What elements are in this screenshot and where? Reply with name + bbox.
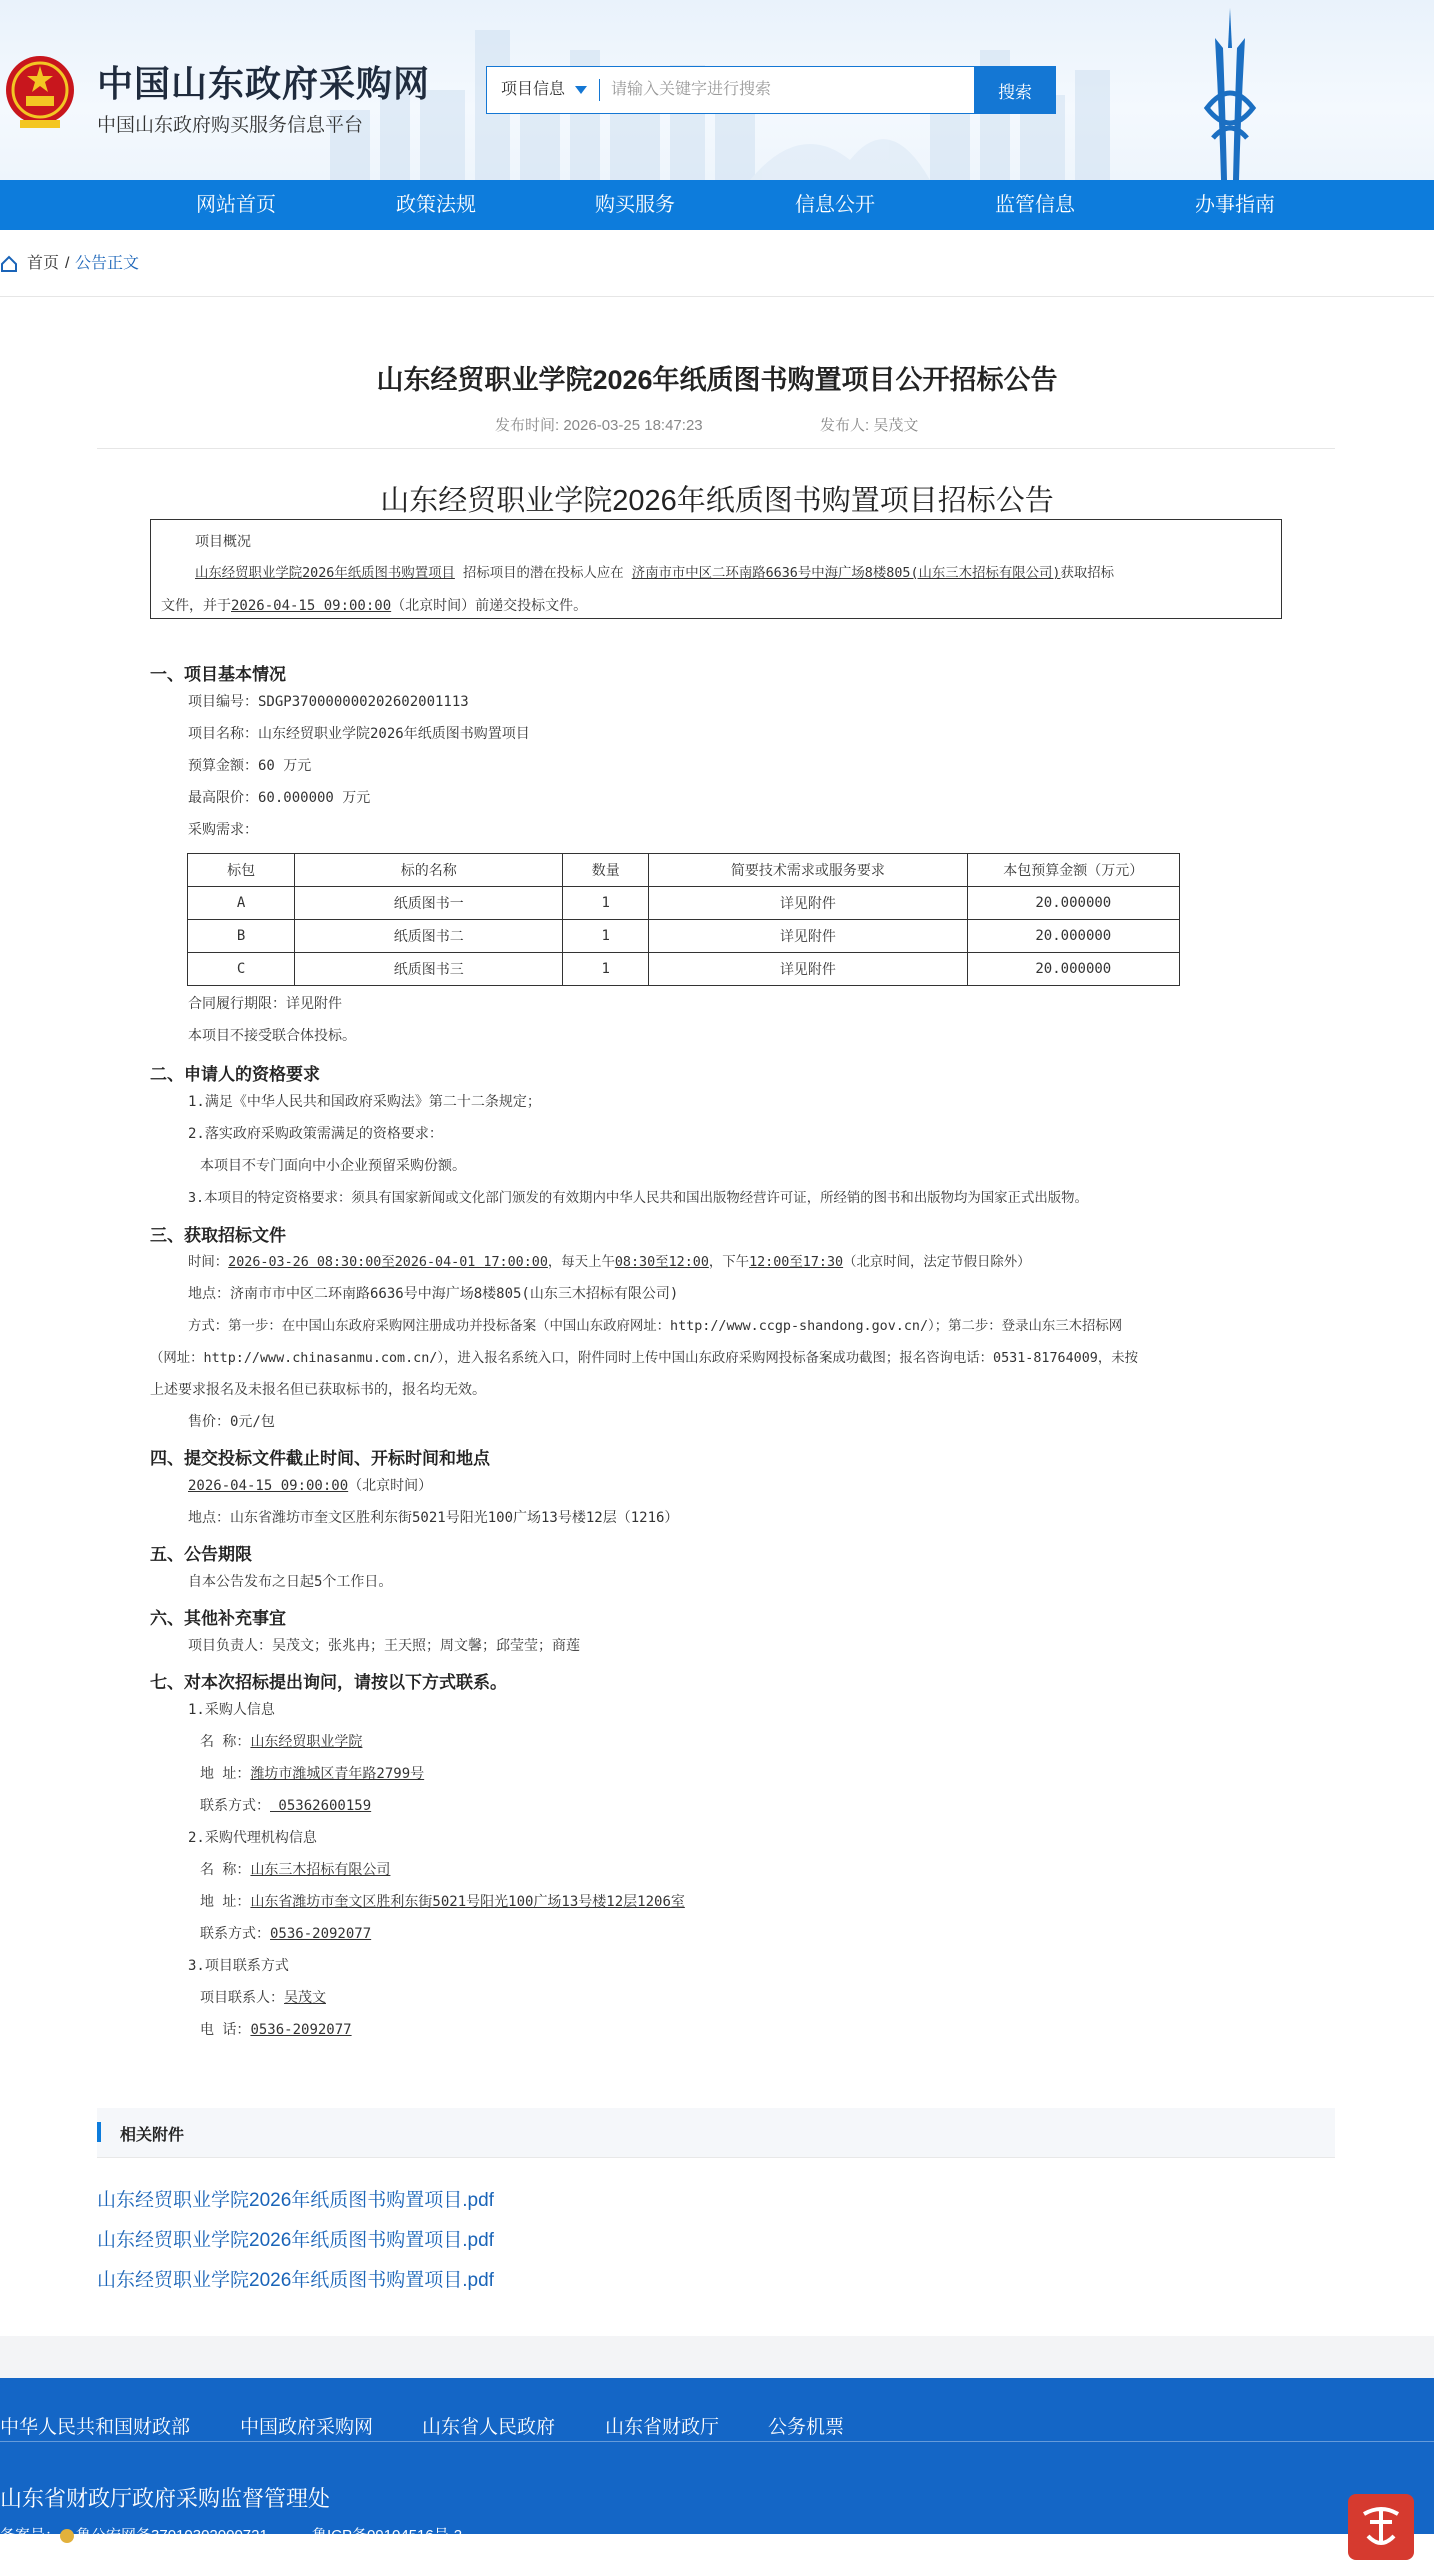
breadcrumb-home[interactable]: 首页 bbox=[27, 255, 60, 272]
table-row bbox=[188, 920, 1180, 953]
site-subtitle: 中国山东政府购买服务信息平台 bbox=[97, 115, 364, 136]
overview-deadline: 2026-04-15 09:00:00 bbox=[231, 598, 392, 614]
purchaser-name bbox=[200, 1731, 362, 1751]
label: 地 址： bbox=[200, 1766, 251, 1782]
police-badge-icon bbox=[60, 2529, 74, 2543]
label: 联系方式： bbox=[200, 1798, 270, 1814]
table-cell: 1 bbox=[563, 953, 649, 986]
nav-policy[interactable]: 政策法规 bbox=[396, 194, 476, 216]
footer-link-air-tickets[interactable]: 公务机票 bbox=[768, 2417, 845, 2438]
main-nav bbox=[0, 180, 1434, 230]
bid-place: 地点：山东省潍坊市奎文区胜利东街5021号阳光100广场13号楼12层（1216） bbox=[188, 1510, 679, 1526]
attachment-link[interactable]: 山东经贸职业学院2026年纸质图书购置项目.pdf bbox=[97, 2270, 494, 2291]
overview-line-2 bbox=[161, 590, 1271, 622]
value: 山东经贸职业学院 bbox=[250, 1734, 363, 1750]
table-cell: 20.000000 bbox=[967, 887, 1179, 920]
section-heading: 七、对本次招标提出询问，请按以下方式联系。 bbox=[150, 1673, 507, 1692]
column-header: 简要技术需求或服务要求 bbox=[649, 854, 968, 887]
text: （北京时间） bbox=[348, 1478, 433, 1494]
purchaser-address bbox=[200, 1763, 424, 1783]
contact-subtitle: 3.项目联系方式 bbox=[188, 1958, 289, 1974]
overview-heading: 项目概况 bbox=[195, 534, 251, 550]
nav-disclosure[interactable]: 信息公开 bbox=[795, 194, 875, 216]
label: 名 称： bbox=[200, 1862, 251, 1878]
label: 联系方式： bbox=[200, 1926, 270, 1942]
table-cell: 20.000000 bbox=[967, 953, 1179, 986]
section-heading: 一、项目基本情况 bbox=[150, 665, 286, 684]
publish-time-value: 2026-03-25 18:47:23 bbox=[563, 417, 703, 434]
table-cell: C bbox=[188, 953, 295, 986]
table-header-row bbox=[188, 854, 1180, 887]
acquire-time bbox=[188, 1251, 1031, 1270]
table-cell: 详见附件 bbox=[649, 887, 968, 920]
accent-bar bbox=[97, 2122, 101, 2142]
overview-text: 招标项目的潜在投标人应在 bbox=[454, 566, 632, 581]
search-button[interactable]: 搜索 bbox=[974, 66, 1056, 114]
search-category-label: 项目信息 bbox=[501, 81, 566, 98]
publisher-label: 发布人: bbox=[820, 417, 870, 434]
acquire-time-am: 08:30至12:00 bbox=[614, 1255, 709, 1270]
max-price: 最高限价：60.000000 万元 bbox=[188, 790, 371, 806]
site-title[interactable]: 中国山东政府采购网 bbox=[97, 63, 431, 104]
agency-contact bbox=[200, 1923, 371, 1943]
document-price: 售价：0元/包 bbox=[188, 1414, 275, 1430]
overview-text: （北京时间）前递交投标文件。 bbox=[391, 598, 588, 614]
home-icon[interactable] bbox=[0, 255, 18, 273]
value: 0536-2092077 bbox=[250, 2022, 352, 2038]
icp-record[interactable]: 鲁ICP备09104516号-2 bbox=[312, 2527, 463, 2544]
table-cell: 详见附件 bbox=[649, 920, 968, 953]
acquire-time-range: 2026-03-26 08:30:00至2026-04-01 17:00:00 bbox=[228, 1255, 548, 1270]
divider bbox=[97, 448, 1335, 449]
section-heading: 三、获取招标文件 bbox=[150, 1226, 286, 1245]
document-title: 山东经贸职业学院2026年纸质图书购置项目招标公告 bbox=[380, 485, 1054, 517]
requirement-label: 采购需求： bbox=[188, 822, 258, 838]
text: 时间： bbox=[188, 1255, 229, 1270]
table-cell: A bbox=[188, 887, 295, 920]
footer-link-shandong-finance[interactable]: 山东省财政厅 bbox=[605, 2417, 720, 2438]
page-title: 山东经贸职业学院2026年纸质图书购置项目公开招标公告 bbox=[376, 365, 1058, 395]
contact-subtitle: 1.采购人信息 bbox=[188, 1702, 275, 1718]
value: 05362600159 bbox=[270, 1798, 372, 1814]
publisher-value: 吴茂文 bbox=[873, 417, 919, 434]
section-heading: 六、其他补充事宜 bbox=[150, 1609, 286, 1628]
value: 山东省潍坊市奎文区胜利东街5021号阳光100广场13号楼12层1206室 bbox=[250, 1894, 685, 1910]
footer-organization: 山东省财政厅政府采购监督管理处 bbox=[0, 2486, 331, 2511]
police-record-prefix: 备案号： bbox=[0, 2527, 61, 2544]
divider bbox=[0, 296, 1434, 297]
table-cell: 纸质图书三 bbox=[295, 953, 563, 986]
agency-name bbox=[200, 1859, 390, 1879]
national-emblem-icon bbox=[2, 52, 78, 132]
publish-time-label: 发布时间: bbox=[495, 417, 560, 434]
column-header: 标包 bbox=[188, 854, 295, 887]
qualification-item: 3.本项目的特定资格要求：须具有国家新闻或文化部门颁发的有效期内中华人民共和国出版物经营许可证，所经销的图书和出版物均为国家正式出版物。 bbox=[188, 1191, 1088, 1206]
project-leaders: 项目负责人：吴茂文；张兆冉；王天照；周文馨；邱莹莹；商莲 bbox=[188, 1638, 580, 1654]
purchaser-contact bbox=[200, 1795, 371, 1815]
acquire-time-pm: 12:00至17:30 bbox=[749, 1255, 844, 1270]
overview-text: 文件，并于 bbox=[161, 598, 231, 614]
publish-time bbox=[495, 414, 703, 435]
budget-amount: 预算金额：60 万元 bbox=[188, 758, 312, 774]
nav-services[interactable]: 购买服务 bbox=[595, 194, 675, 216]
project-contact-phone bbox=[200, 2019, 352, 2039]
label: 名 称： bbox=[200, 1734, 251, 1750]
agency-address bbox=[200, 1891, 685, 1911]
no-consortium: 本项目不接受联合体投标。 bbox=[188, 1028, 356, 1044]
project-name: 项目名称：山东经贸职业学院2026年纸质图书购置项目 bbox=[188, 726, 530, 742]
qualification-item: 本项目不专门面向中小企业预留采购份额。 bbox=[200, 1158, 466, 1174]
overview-line-1 bbox=[161, 558, 1271, 590]
value: 潍坊市潍城区青年路2799号 bbox=[250, 1766, 425, 1782]
section-heading: 二、申请人的资格要求 bbox=[150, 1065, 320, 1084]
police-record-number: 鲁公安网备37010302000721 bbox=[76, 2527, 268, 2544]
breadcrumb-separator: / bbox=[65, 255, 70, 272]
search-divider bbox=[599, 79, 600, 101]
text: ，每天上午 bbox=[547, 1255, 615, 1270]
value: 山东三木招标有限公司 bbox=[250, 1862, 391, 1878]
table-row bbox=[188, 887, 1180, 920]
attachment-link[interactable]: 山东经贸职业学院2026年纸质图书购置项目.pdf bbox=[97, 2230, 494, 2251]
column-header: 本包预算金额（万元） bbox=[967, 854, 1179, 887]
quancheng-landmark-icon bbox=[1195, 8, 1265, 180]
label: 地 址： bbox=[200, 1894, 251, 1910]
requirements-table bbox=[187, 853, 1180, 986]
nav-guide[interactable]: 办事指南 bbox=[1195, 194, 1275, 216]
column-header: 数量 bbox=[563, 854, 649, 887]
search-input[interactable] bbox=[611, 73, 961, 107]
section-heading: 四、提交投标文件截止时间、开标时间和地点 bbox=[150, 1449, 490, 1468]
label: 电 话： bbox=[200, 2022, 251, 2038]
value: 吴茂文 bbox=[284, 1990, 326, 2006]
attachment-link[interactable]: 山东经贸职业学院2026年纸质图书购置项目.pdf bbox=[97, 2190, 494, 2211]
table-cell: 详见附件 bbox=[649, 953, 968, 986]
qualification-item: 2.落实政府采购政策需满足的资格要求： bbox=[188, 1126, 443, 1142]
table-cell: 纸质图书二 bbox=[295, 920, 563, 953]
caret-down-icon bbox=[575, 86, 587, 94]
table-cell: B bbox=[188, 920, 295, 953]
nav-supervision[interactable]: 监管信息 bbox=[995, 194, 1075, 216]
project-contact-person bbox=[200, 1987, 326, 2007]
qualification-item: 1.满足《中华人民共和国政府采购法》第二十二条规定； bbox=[188, 1094, 541, 1110]
attachments-header bbox=[97, 2108, 1335, 2158]
breadcrumb-current[interactable]: 公告正文 bbox=[75, 255, 140, 272]
bid-deadline bbox=[188, 1475, 432, 1495]
publisher bbox=[820, 414, 918, 435]
footer-link-shandong-gov[interactable]: 山东省人民政府 bbox=[422, 2417, 556, 2438]
text: ，下午 bbox=[708, 1255, 750, 1270]
contract-period: 合同履行期限：详见附件 bbox=[188, 996, 342, 1012]
police-record[interactable] bbox=[0, 2524, 268, 2545]
nav-home[interactable]: 网站首页 bbox=[196, 194, 276, 216]
contact-subtitle: 2.采购代理机构信息 bbox=[188, 1830, 317, 1846]
footer-link-ccgp[interactable]: 中国政府采购网 bbox=[240, 2417, 374, 2438]
column-header: 标的名称 bbox=[295, 854, 563, 887]
table-cell: 纸质图书一 bbox=[295, 887, 563, 920]
value: 0536-2092077 bbox=[270, 1926, 372, 1942]
label: 项目联系人： bbox=[200, 1990, 284, 2006]
acquire-method: 方式：第一步：在中国山东政府采购网注册成功并投标备案（中国山东政府网址：http://www.ccgp-shandong.gov.cn/）；第二步：登录山东三木招标网 bbox=[188, 1319, 1123, 1334]
table-cell: 1 bbox=[563, 920, 649, 953]
acquire-method: 上述要求报名及未报名但已获取标书的，报名均无效。 bbox=[150, 1382, 486, 1398]
notice-period: 自本公告发布之日起5个工作日。 bbox=[188, 1574, 393, 1590]
search-bar bbox=[486, 66, 1056, 114]
footer-divider bbox=[0, 2441, 1434, 2442]
section-heading: 五、公告期限 bbox=[150, 1545, 252, 1564]
overview-project-name: 山东经贸职业学院2026年纸质图书购置项目 bbox=[195, 566, 455, 581]
site-header bbox=[0, 0, 1434, 180]
footer-spacer bbox=[0, 2336, 1434, 2378]
acquire-place: 地点：济南市市中区二环南路6636号中海广场8楼805(山东三木招标有限公司) bbox=[188, 1286, 679, 1302]
text: （北京时间，法定节假日除外） bbox=[843, 1255, 1031, 1270]
overview-text: 获取招标 bbox=[1060, 566, 1115, 581]
table-cell: 1 bbox=[563, 887, 649, 920]
project-overview-box bbox=[150, 519, 1282, 619]
acquire-method: （网址：http://www.chinasanmu.com.cn/），进入报名系统入口，附件同时上传中国山东政府采购网投标备案成功截图；报名咨询电话：0531-81764009，未按 bbox=[150, 1351, 1139, 1366]
search-category-dropdown[interactable] bbox=[487, 67, 599, 113]
table-cell: 20.000000 bbox=[967, 920, 1179, 953]
table-row bbox=[188, 953, 1180, 986]
footer-link-mof[interactable]: 中华人民共和国财政部 bbox=[0, 2417, 191, 2438]
project-number: 项目编号：SDGP370000000202602001113 bbox=[188, 694, 469, 710]
attachments-title: 相关附件 bbox=[120, 2127, 185, 2144]
site-footer bbox=[0, 2378, 1434, 2544]
red-seal-logo-icon bbox=[1346, 2492, 1416, 2562]
overview-place: 济南市市中区二环南路6636号中海广场8楼805(山东三木招标有限公司) bbox=[631, 566, 1061, 581]
bid-deadline-value: 2026-04-15 09:00:00 bbox=[188, 1478, 349, 1494]
